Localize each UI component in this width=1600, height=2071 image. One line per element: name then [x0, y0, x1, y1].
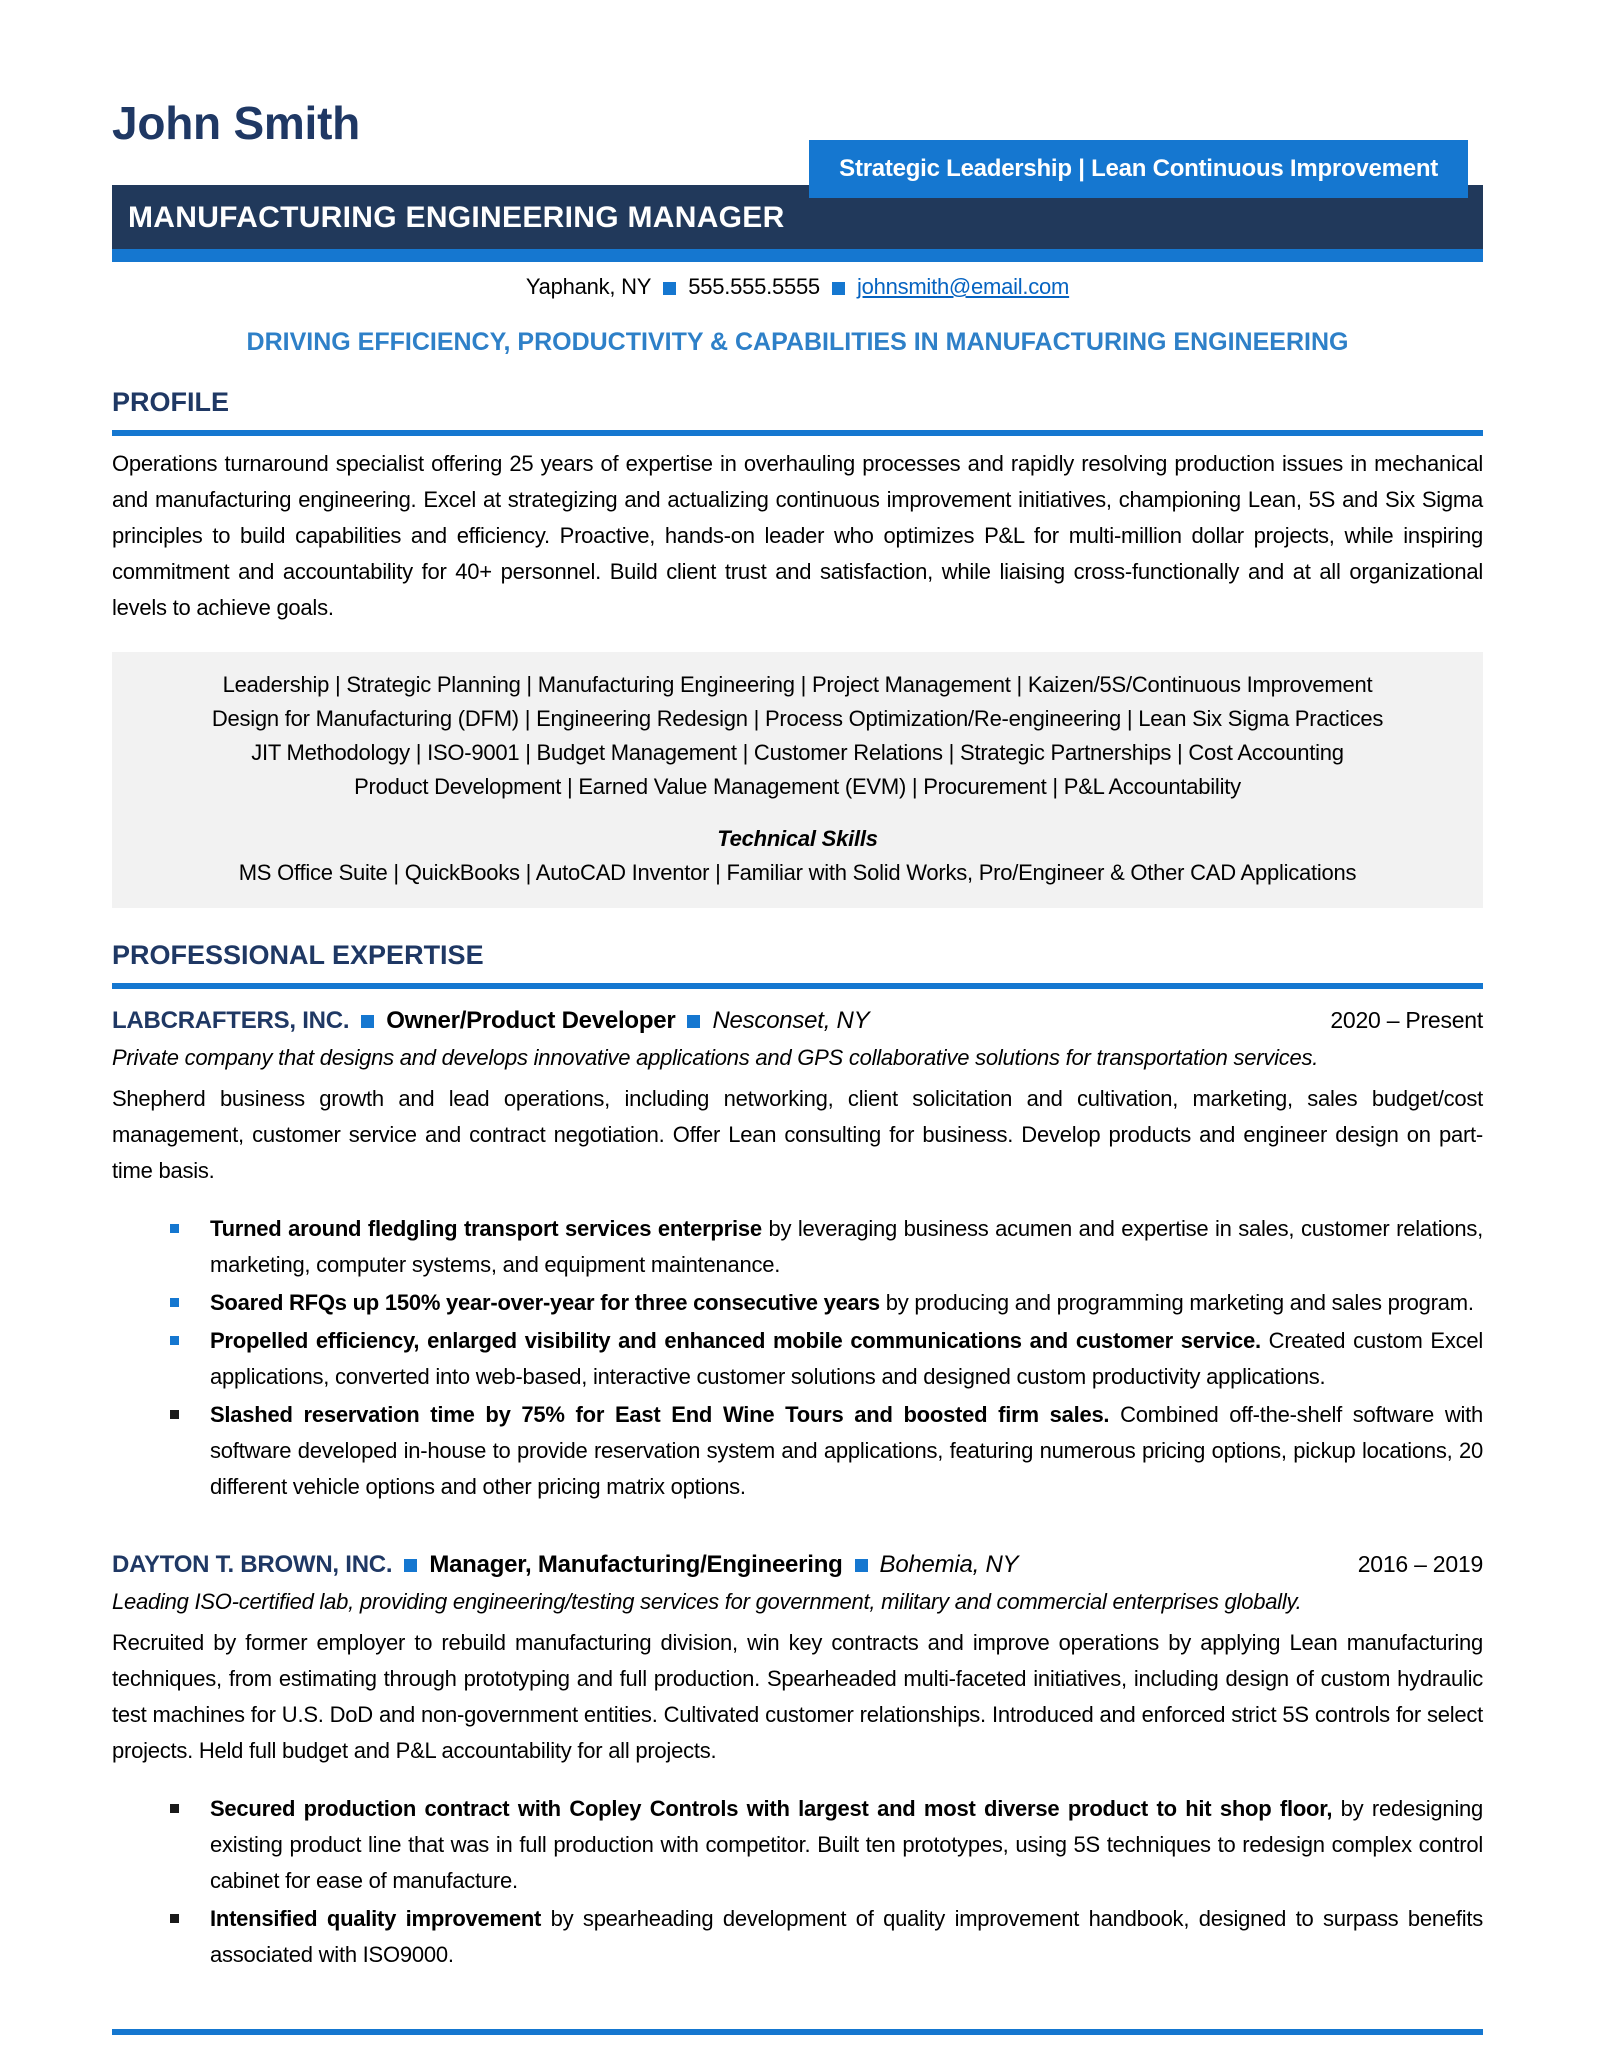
bullet-rest-text: by producing and programming marketing and sales program.: [879, 1290, 1474, 1315]
technical-skills-line: MS Office Suite | QuickBooks | AutoCAD Inventor | Familiar with Solid Works, Pro/Engineer & Other CAD Applications: [238, 860, 1357, 885]
bullet-rest-text: by spearheading development of quality improvement handbook, designed to surpass benefits associated with ISO9000.: [210, 1906, 1483, 1967]
separator-square-icon: [855, 1559, 868, 1572]
job-dates: 2016 – 2019: [1357, 1551, 1483, 1577]
job-location: Nesconset, NY: [712, 1007, 870, 1034]
phone-text: 555.555.5555: [688, 274, 820, 299]
page-bottom-rule: [112, 2029, 1483, 2035]
bullet-item: [112, 1791, 1483, 1899]
header: [112, 97, 1483, 357]
job-header: [112, 1007, 1483, 1035]
bullet-bold-text: Propelled efficiency, enlarged visibility and enhanced mobile communications and customer service.: [210, 1328, 1261, 1353]
separator-square-icon: [404, 1559, 417, 1572]
bullet-square-icon: [170, 1410, 179, 1419]
keywords-line: JIT Methodology | ISO-9001 | Budget Management | Customer Relations | Strategic Partnerships | Cost Accounting: [251, 740, 1344, 765]
company-descriptor: Private company that designs and develops innovative applications and GPS collaborative solutions for transportation services.: [112, 1045, 1319, 1070]
separator-square-icon: [832, 282, 845, 295]
bullet-rest-text: by leveraging business acumen and expertise in sales, customer relations, marketing, computer systems, and equipment maintenance.: [210, 1216, 1483, 1277]
keywords-line: Product Development | Earned Value Management (EVM) | Procurement | P&L Accountability: [354, 774, 1241, 799]
separator-square-icon: [663, 282, 676, 295]
technical-skills-heading: Technical Skills: [717, 826, 878, 851]
headline-tagline: DRIVING EFFICIENCY, PRODUCTIVITY & CAPABILITIES IN MANUFACTURING ENGINEERING: [246, 328, 1349, 356]
bullet-rest-text: Created custom Excel applications, converted into web-based, interactive customer solutions and designed custom productivity applications.: [210, 1328, 1483, 1389]
job-role: Owner/Product Developer: [386, 1007, 676, 1034]
bullet-rest-text: by redesigning existing product line that was in full production with competitor. Built ten prototypes, using 5S techniques to redesign complex control cabinet for ease of manufacture.: [210, 1796, 1483, 1893]
bullet-bold-text: Secured production contract with Copley Controls with largest and most diverse product to hit shop floor,: [210, 1796, 1333, 1821]
contact-line: [112, 274, 1483, 300]
job-summary: Shepherd business growth and lead operations, including networking, client solicitation and cultivation, marketing, sales budget/cost management, customer service and contract negotiation. Offer Lean consulting for business. Develop products and engineer design on part-time basis.: [112, 1086, 1483, 1183]
bullet-square-icon: [170, 1224, 179, 1233]
accent-strip: [112, 249, 1483, 262]
bullet-item: [112, 1285, 1483, 1321]
job-entry: [112, 1551, 1483, 1973]
profile-body: Operations turnaround specialist offering 25 years of expertise in overhauling processes and rapidly resolving production issues in mechanical and manufacturing engineering. Excel at strategizing and actualizing continuous improvement initiatives, championing Lean, 5S and Six Sigma principles to build capabilities and efficiency. Proactive, hands-on leader who optimizes P&L for multi-million dollar projects, while inspiring commitment and accountability for 40+ personnel. Build client trust and satisfaction, while liaising cross-functionally and at all organizational levels to achieve goals.: [112, 451, 1483, 620]
section-experience: [112, 940, 1483, 1973]
keywords-line: Design for Manufacturing (DFM) | Engineering Redesign | Process Optimization/Re-engineering | Lean Six Sigma Practices: [211, 706, 1384, 731]
bullet-list: [112, 1211, 1483, 1505]
separator-square-icon: [361, 1015, 374, 1028]
section-profile: [112, 387, 1483, 626]
bullet-bold-text: Soared RFQs up 150% year-over-year for three consecutive years: [210, 1290, 880, 1315]
bullet-item: [112, 1323, 1483, 1395]
bullet-rest-text: Combined off-the-shelf software with software developed in-house to provide reservation system and applications, featuring numerous pricing options, pickup locations, 20 different vehicle options and other pricing matrix options.: [210, 1402, 1483, 1499]
job-dates: 2020 – Present: [1330, 1007, 1483, 1033]
skills-panel: [112, 652, 1483, 908]
job-title-bar: MANUFACTURING ENGINEERING MANAGER: [112, 185, 1483, 249]
job-header: [112, 1551, 1483, 1579]
bullet-item: [112, 1211, 1483, 1283]
profile-heading: PROFILE: [112, 387, 1483, 436]
person-name: John Smith: [112, 97, 361, 149]
bullet-bold-text: Intensified quality improvement: [210, 1906, 542, 1931]
bullet-square-icon: [170, 1804, 179, 1813]
experience-heading: PROFESSIONAL EXPERTISE: [112, 940, 1483, 989]
bullet-item: [112, 1397, 1483, 1505]
job-entry: [112, 1007, 1483, 1505]
bullet-bold-text: Turned around fledgling transport services enterprise: [210, 1216, 762, 1241]
bullet-square-icon: [170, 1914, 179, 1923]
location-text: Yaphank, NY: [525, 274, 652, 299]
bullet-list: [112, 1791, 1483, 1973]
job-location: Bohemia, NY: [879, 1551, 1019, 1578]
separator-square-icon: [687, 1015, 700, 1028]
company-name: DAYTON T. BROWN, INC.: [112, 1551, 393, 1578]
bullet-square-icon: [170, 1336, 179, 1345]
keywords-line: Leadership | Strategic Planning | Manufacturing Engineering | Project Management | Kaizen/5S/Continuous Improvement: [222, 672, 1373, 697]
company-name: LABCRAFTERS, INC.: [112, 1007, 350, 1034]
bullet-item: [112, 1901, 1483, 1973]
bullet-bold-text: Slashed reservation time by 75% for East End Wine Tours and boosted firm sales.: [210, 1402, 1110, 1427]
email-link[interactable]: johnsmith@email.com: [856, 274, 1070, 299]
headline-banner: Strategic Leadership | Lean Continuous Improvement: [809, 140, 1468, 198]
company-descriptor: Leading ISO-certified lab, providing engineering/testing services for government, military and commercial enterprises globally.: [112, 1589, 1302, 1614]
bullet-square-icon: [170, 1298, 179, 1307]
job-role: Manager, Manufacturing/Engineering: [429, 1551, 843, 1578]
job-summary: Recruited by former employer to rebuild manufacturing division, win key contracts and improve operations by applying Lean manufacturing techniques, from estimating through prototyping and full production. Spearheaded multi-faceted initiatives, including design of custom hydraulic test machines for U.S. DoD and non-government entities. Cultivated customer relationships. Introduced and enforced strict 5S controls for select projects. Held full budget and P&L accountability for all projects.: [112, 1630, 1483, 1763]
